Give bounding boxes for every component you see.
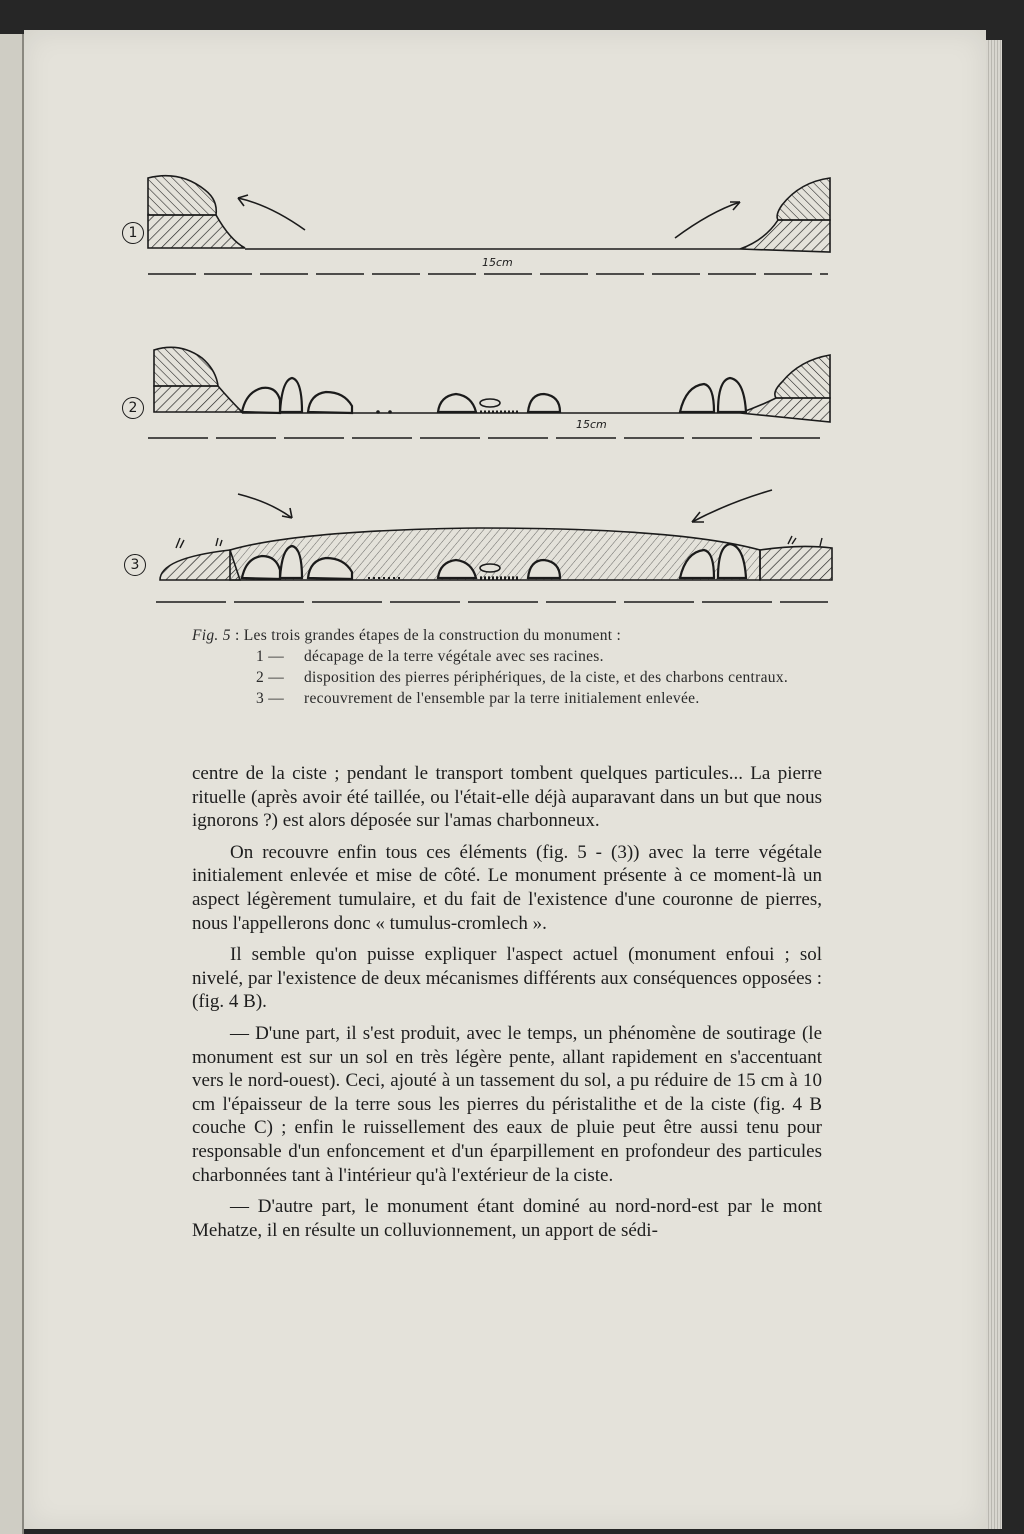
row-3-number: 3 <box>124 554 146 576</box>
body-paragraph: On recouvre enfin tous ces éléments (fig. 5 - (3)) avec la terre végétale initialement enlevée et mise de côté. Le monument présente à ce moment-là un aspect légèrement tumulaire, et du fait de l'existence d'une couronne de pierres, nous l'appellerons donc « tumulus-cromlech ». <box>192 841 822 934</box>
row-2-charcoal-dot <box>388 410 392 414</box>
row-1-right-turf <box>777 178 830 220</box>
row-3-right-soil <box>760 546 832 580</box>
caption-item-number: 2 — <box>256 669 285 686</box>
row-3-left-soil <box>160 550 240 580</box>
row-2-diagram <box>148 347 830 438</box>
row-2-stone <box>280 378 302 412</box>
row-2-stone <box>718 378 746 412</box>
caption-item-text: disposition des pierres périphériques, de la ciste, et des charbons centraux. <box>304 669 789 686</box>
body-paragraph: — D'autre part, le monument étant dominé au nord-nord-est par le mont Mehatze, il en résulte un colluvionnement, un apport de sédi- <box>192 1196 822 1241</box>
caption-item-number: 3 — <box>256 690 285 707</box>
row-2-right-soil <box>740 398 830 422</box>
row-2-right-turf <box>775 355 830 398</box>
row-3-left-arrow <box>238 494 292 518</box>
row-1-left-arrow <box>238 198 305 230</box>
left-page-edge <box>0 34 24 1534</box>
row-1-scale-label: 15cm <box>482 256 513 269</box>
figure-5-drawing <box>120 160 840 625</box>
row-2-left-soil <box>154 386 242 412</box>
row-2-charcoal-dot <box>376 410 380 414</box>
row-2-left-turf <box>154 347 218 386</box>
caption-item-number: 1 — <box>256 648 285 665</box>
row-3-diagram <box>156 490 832 602</box>
row-2-scale-label: 15cm <box>576 418 607 431</box>
row-1-left-soil <box>148 215 245 248</box>
row-3-ritual-stone <box>480 564 500 572</box>
caption-fig-label: Fig. 5 <box>192 627 231 644</box>
row-1-left-turf <box>148 176 216 215</box>
row-2-cist-stone <box>528 394 560 412</box>
caption-item-text: recouvrement de l'ensemble par la terre initialement enlevée. <box>304 690 700 707</box>
row-2-number: 2 <box>122 397 144 419</box>
caption-item-text: décapage de la terre végétale avec ses racines. <box>304 648 604 665</box>
figure-caption <box>192 625 832 709</box>
body-paragraph: Il semble qu'on puisse expliquer l'aspect actuel (monument enfoui ; sol nivelé, par l'existence de deux mécanismes différents aux conséquences opposées : (fig. 4 B). <box>192 944 822 1013</box>
row-2-stone <box>680 384 714 412</box>
row-2-stone <box>242 388 280 413</box>
body-paragraph: centre de la ciste ; pendant le transport tombent quelques particules... La pierre rituelle (après avoir été taillée, ou l'était-elle déjà auparavant dans un but que nous ignorons ?) est alors déposée sur l'amas charbonneux. <box>192 763 822 832</box>
figure-5-svg <box>120 160 840 620</box>
row-1-right-soil <box>740 220 830 252</box>
caption-item <box>192 646 832 667</box>
row-1-right-arrow <box>675 202 740 238</box>
row-3-right-grass <box>788 536 822 546</box>
row-3-right-arrow <box>692 490 772 522</box>
row-1-number: 1 <box>122 222 144 244</box>
row-3-left-grass <box>176 538 222 548</box>
body-paragraph: — D'une part, il s'est produit, avec le temps, un phénomène de soutirage (le monument est sur un sol en très légère pente, allant rapidement en s'accentuant vers le nord-ouest). Ceci, ajouté à un tassement du sol, a pu réduire de 15 cm à 10 cm l'épaisseur de la terre sous les pierres du péristalithe et de la ciste (fig. 4 B couche C) ; enfin le ruissellement des eaux de pluie peut être aussi tenu pour responsable d'un enfoncement et d'un éparpillement en profondeur des particules charbonnées tant à l'intérieur qu'à l'extérieur de la ciste. <box>192 1022 822 1186</box>
page-stack-edge <box>986 40 1002 1529</box>
caption-item <box>192 667 832 688</box>
row-2-cist-stone <box>438 394 476 412</box>
caption-title-text: : Les trois grandes étapes de la construction du monument : <box>230 627 622 644</box>
body-text <box>192 762 822 1250</box>
caption-title <box>192 625 832 646</box>
caption-item <box>192 688 832 709</box>
row-2-ritual-stone <box>480 399 500 407</box>
row-2-stone <box>308 392 352 413</box>
